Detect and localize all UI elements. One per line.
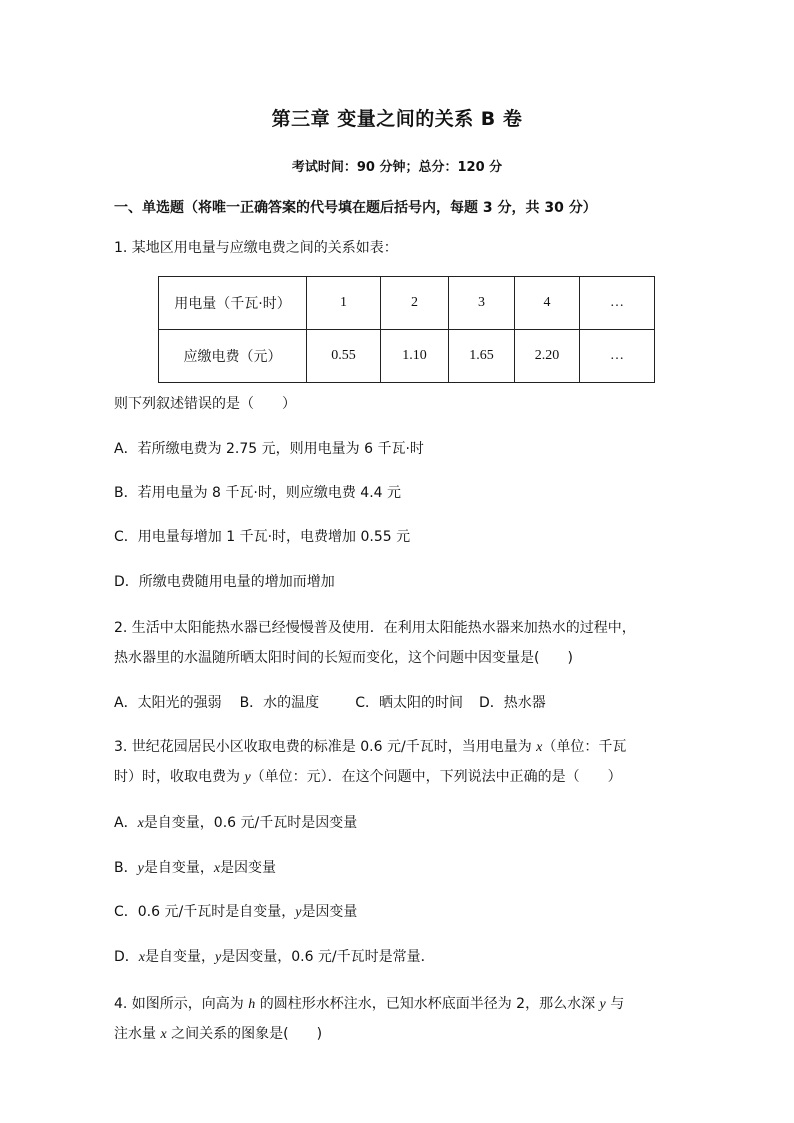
option-text: 是因变量，0.6 元/千瓦时是常量． [221,949,435,965]
table-cell: 2.20 [515,330,580,383]
q4-stem-text: 的圆柱形水杯注水，已知水杯底面半径为 2，那么水深 [255,996,600,1012]
q2-option-b: B．水的温度 [239,695,320,711]
option-text: 是自变量，0.6 元/千瓦时是因变量 [143,815,358,831]
table-cell: 应缴电费（元） [159,330,307,383]
option-text: 是因变量 [301,904,358,920]
q1-ask: 则下列叙述错误的是（ ） [114,396,296,412]
q4-stem-line2 [114,1024,322,1045]
q1-option-a: A．若所缴电费为 2.75 元，则用电量为 6 千瓦·时 [114,441,424,457]
q1-option-b: B．若用电量为 8 千瓦·时，则应缴电费 4.4 元 [114,485,402,501]
q1-option-d: D．所缴电费随用电量的增加而增加 [114,574,335,590]
q4-stem-text: 4. 如图所示，向高为 [114,996,249,1012]
q2-stem-line1: 2. 生活中太阳能热水器已经慢慢普及使用．在利用太阳能热水器来加热水的过程中， [114,620,636,636]
q3-option-b [114,858,276,879]
var-x: x [137,816,144,831]
q3-stem-text: （单位：千瓦 [542,739,627,755]
var-y: y [599,997,606,1012]
electricity-table [158,276,655,383]
q2-option-a: A．太阳光的强弱 [114,695,222,711]
option-text: 是因变量 [220,860,277,876]
q2-stem-line2: 热水器里的水温随所晒太阳时间的长短而变化，这个问题中因变量是( ) [114,650,573,666]
option-text: 是自变量， [145,949,215,965]
q3-option-a [114,813,357,834]
table-cell: 4 [515,277,580,330]
q4-stem-line1 [114,994,624,1015]
table-cell: 1.65 [449,330,515,383]
table-row [159,277,655,330]
var-h: h [248,997,256,1012]
q3-stem-text: （单位：元）．在这个问题中，下列说法中正确的是（ ） [250,769,622,785]
option-label: D． [114,949,139,965]
option-text: C．0.6 元/千瓦时是自变量， [114,904,296,920]
var-y: y [215,950,222,965]
q4-stem-text: 之间关系的图象是( ) [166,1026,323,1042]
option-text: 是自变量， [143,860,214,876]
var-x: x [213,861,221,876]
section-heading: 一、单选题（将唯一正确答案的代号填在题后括号内，每题 3 分，共 30 分） [114,200,597,216]
table-cell: 1 [307,277,381,330]
q4-stem-text: 注水量 [114,1026,161,1042]
q3-stem-text: 时）时，收取电费为 [114,769,245,785]
table-cell: 2 [381,277,449,330]
table-row [159,330,655,383]
option-label: B． [114,860,138,876]
q3-option-d [114,947,435,968]
table-cell: 0.55 [307,330,381,383]
var-y: y [137,861,144,876]
q3-stem-line2 [114,767,622,788]
q2-options [114,693,546,713]
q4-stem-text: 与 [605,996,625,1012]
table-cell: … [580,330,655,383]
var-y: y [295,905,302,920]
exam-info: 考试时间：90 分钟；总分：120 分 [291,160,503,175]
var-x: x [160,1027,167,1042]
table-cell: 1.10 [381,330,449,383]
var-x: x [536,740,543,755]
page-title: 第三章 变量之间的关系 B 卷 [271,108,523,130]
q2-option-c: C．晒太阳的时间 [355,695,463,711]
q2-option-d: D．热水器 [478,695,546,711]
table-cell: 3 [449,277,515,330]
q1-stem: 1. 某地区用电量与应缴电费之间的关系如表： [114,240,398,256]
q3-stem-text: 3. 世纪花园居民小区收取电费的标准是 0.6 元/千瓦时，当用电量为 [114,739,537,755]
var-y: y [244,770,251,785]
q3-stem-line1 [114,737,626,758]
table-cell: … [580,277,655,330]
q3-option-c [114,902,357,923]
q1-option-c: C．用电量每增加 1 千瓦·时，电费增加 0.55 元 [114,529,411,545]
table-cell: 用电量（千瓦·时） [159,277,307,330]
var-x: x [138,950,145,965]
option-label: A． [114,815,138,831]
